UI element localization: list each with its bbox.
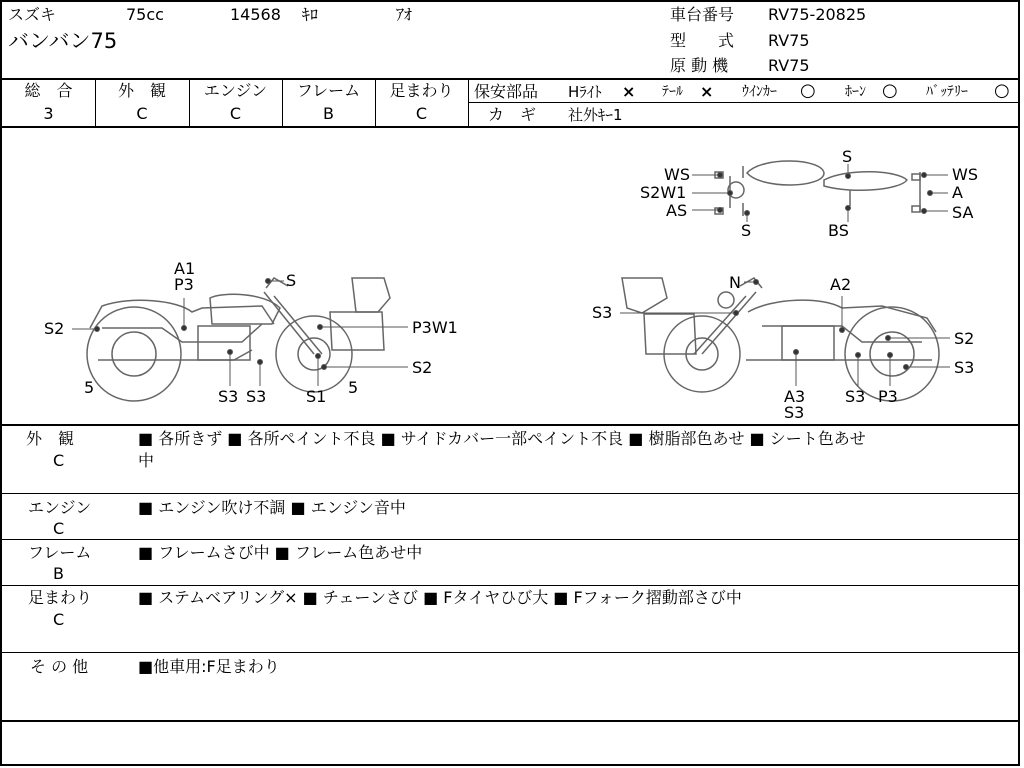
damage-diagram xyxy=(2,128,1018,424)
body-color: ｱｵ xyxy=(396,5,413,24)
taillight-label: ﾃｰﾙ xyxy=(662,84,683,100)
engine-value: RV75 xyxy=(768,56,810,75)
left-label-s3-a: S3 xyxy=(218,387,239,406)
remark-engine-grade: C xyxy=(53,519,65,538)
top-label-s-seat: S xyxy=(842,147,853,166)
right-label-s3-a3: S3 xyxy=(784,403,805,422)
right-label-s3-box: S3 xyxy=(592,303,613,322)
left-label-s2-front: S2 xyxy=(412,358,433,377)
headlight-label: Hﾗｲﾄ xyxy=(568,83,602,101)
headlight-mark: × xyxy=(622,82,636,101)
right-label-p3: P3 xyxy=(878,387,898,406)
left-label-p3w1: P3W1 xyxy=(412,318,458,337)
key-value: 社外ｷｰ1 xyxy=(568,106,623,124)
remark-other-label: そ の 他 xyxy=(30,657,89,676)
battery-mark: ○ xyxy=(994,80,1010,101)
remark-suspension-label: 足まわり xyxy=(28,588,93,607)
grade-suspension-value: C xyxy=(415,104,428,123)
left-label-s3-b: S3 xyxy=(246,387,267,406)
winker-mark: ○ xyxy=(800,80,816,101)
right-side-bike-outline xyxy=(622,278,939,401)
right-label-n: N xyxy=(729,273,741,292)
mileage: 14568 xyxy=(230,5,281,24)
mileage-unit: ｷﾛ xyxy=(302,5,319,24)
chassis-label: 車台番号 xyxy=(670,5,735,24)
remark-engine-label: エンジン xyxy=(28,498,92,517)
left-label-s1: S1 xyxy=(306,387,327,406)
taillight-mark: × xyxy=(700,82,714,101)
grade-overall-label: 総 合 xyxy=(24,81,73,100)
left-label-s2-rear: S2 xyxy=(44,319,65,338)
grade-suspension-label: 足まわり xyxy=(389,81,454,100)
top-label-sa: SA xyxy=(952,203,974,222)
header-divider xyxy=(2,78,1018,80)
left-side-bike-outline xyxy=(87,278,390,401)
remark-exterior-label: 外 観 xyxy=(26,429,75,448)
type-label: 型 式 xyxy=(670,31,735,50)
top-label-as: AS xyxy=(666,201,688,220)
top-label-s2w1: S2W1 xyxy=(640,183,687,202)
left-label-p3: P3 xyxy=(174,275,194,294)
displacement: 75cc xyxy=(126,5,164,24)
grade-exterior-value: C xyxy=(136,104,148,123)
top-label-a: A xyxy=(952,183,963,202)
remark-suspension-grade: C xyxy=(53,610,65,629)
grade-exterior-label: 外 観 xyxy=(117,81,166,100)
grade-frame-value: B xyxy=(323,104,334,123)
remark-exterior-text-cont: 中 xyxy=(138,451,155,470)
top-label-s-front: S xyxy=(741,221,752,240)
remark-frame-grade: B xyxy=(53,564,64,583)
chassis-number: RV75-20825 xyxy=(768,5,867,24)
horn-mark: ○ xyxy=(882,80,898,101)
right-label-a3: A3 xyxy=(784,387,806,406)
left-label-5-front: 5 xyxy=(348,378,359,397)
maker: スズキ xyxy=(8,5,57,24)
right-label-s3-wheel: S3 xyxy=(954,358,975,377)
key-label: カ ギ xyxy=(488,105,537,124)
top-label-bs: BS xyxy=(828,221,849,240)
left-label-5-rear: 5 xyxy=(84,378,95,397)
horn-label: ﾎｰﾝ xyxy=(845,84,866,100)
remark-exterior-text: ■ 各所きず ■ 各所ペイント不良 ■ サイドカバー一部ペイント不良 ■ 樹脂部色あせ ■ シート色あせ xyxy=(138,429,866,448)
right-label-a2: A2 xyxy=(830,275,852,294)
safety-parts-label: 保安部品 xyxy=(474,82,539,101)
winker-label: ｳｲﾝｶｰ xyxy=(742,84,777,100)
right-label-s2: S2 xyxy=(954,329,975,348)
grade-frame-label: フレーム xyxy=(296,81,361,100)
model-name: バンバン75 xyxy=(8,29,118,53)
remark-exterior-grade: C xyxy=(53,451,65,470)
left-label-a1: A1 xyxy=(174,259,196,278)
top-label-ws-right: WS xyxy=(952,165,978,184)
remark-frame-text: ■ フレームさび中 ■ フレーム色あせ中 xyxy=(138,543,423,562)
type-value: RV75 xyxy=(768,31,810,50)
remark-engine-text: ■ エンジン吹け不調 ■ エンジン音中 xyxy=(138,498,406,517)
diagram-divider xyxy=(2,424,1018,426)
grade-engine-value: C xyxy=(229,104,242,123)
remark-other-text: ■他車用:F足まわり xyxy=(138,657,280,676)
top-view-bike-outline xyxy=(715,161,920,216)
top-label-ws-left: WS xyxy=(664,165,690,184)
grade-engine-label: エンジン xyxy=(203,81,268,100)
remark-frame-label: フレーム xyxy=(28,543,92,562)
left-label-s: S xyxy=(286,271,297,290)
remark-suspension-text: ■ ステムベアリング× ■ チェーンさび ■ Fタイヤひび大 ■ Fフォーク摺動部さび中 xyxy=(138,588,742,607)
battery-label: ﾊﾞｯﾃﾘｰ xyxy=(926,84,968,100)
engine-label: 原 動 機 xyxy=(670,56,729,75)
grade-overall-value: 3 xyxy=(43,104,54,123)
right-label-s3-mid: S3 xyxy=(845,387,866,406)
